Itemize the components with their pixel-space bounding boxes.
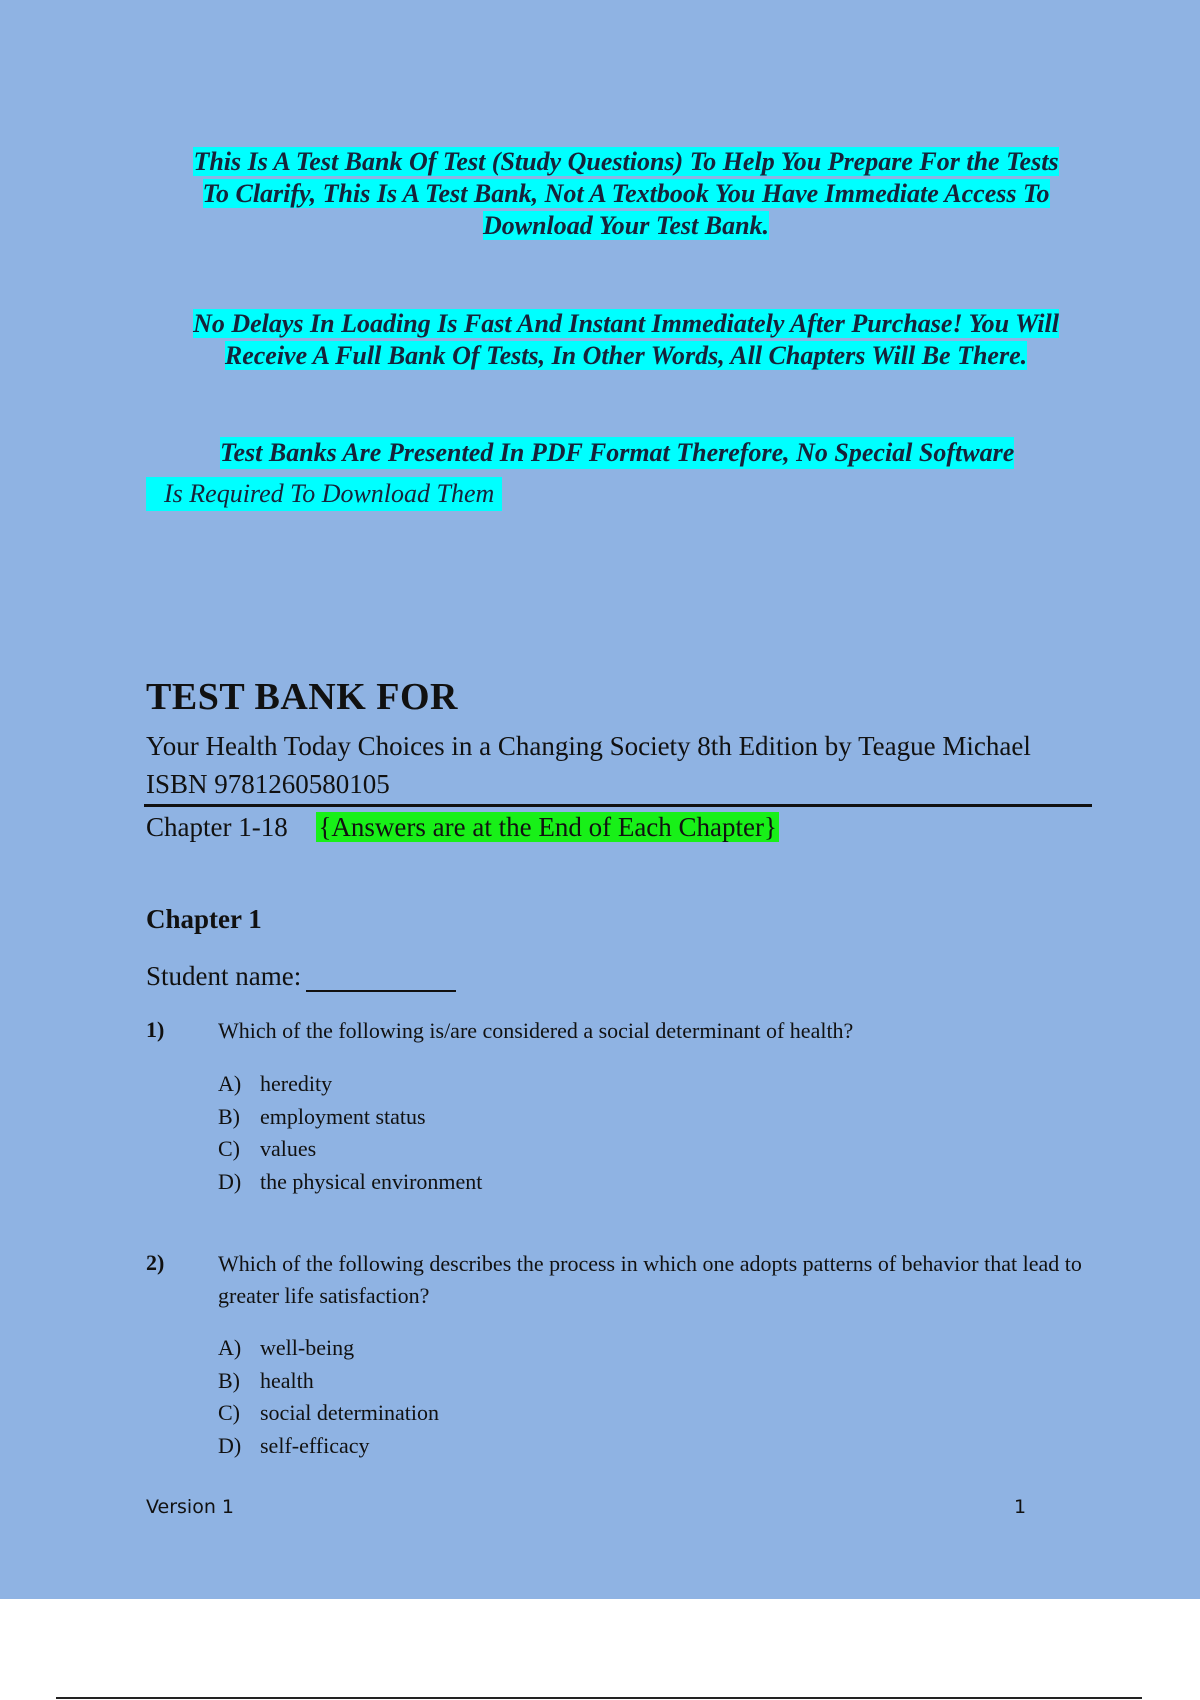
option-text: well-being bbox=[260, 1335, 355, 1360]
option-text: social determination bbox=[260, 1400, 439, 1425]
question-text: Which of the following is/are considered a social determinant of health? bbox=[218, 1018, 854, 1043]
footer-version: Version 1 bbox=[146, 1496, 234, 1518]
book-title-line: Your Health Today Choices in a Changing Society 8th Edition by Teague Michael bbox=[146, 731, 1031, 761]
question-text: Which of the following describes the process in which one adopts patterns of behavior that lead to greater life satisfaction? bbox=[218, 1251, 1082, 1308]
promo-block-2 bbox=[146, 308, 1106, 372]
page-number: 1 bbox=[1014, 1496, 1027, 1518]
header-divider bbox=[144, 804, 1092, 807]
option-letter: D) bbox=[218, 1432, 242, 1458]
bottom-divider bbox=[56, 1697, 1142, 1699]
option-letter: A) bbox=[218, 1071, 242, 1096]
option-text: heredity bbox=[260, 1071, 333, 1096]
question-number: 1) bbox=[146, 1017, 165, 1042]
option-letter: C) bbox=[218, 1136, 240, 1161]
answer-option bbox=[218, 1068, 482, 1101]
student-name-label: Student name: bbox=[146, 961, 302, 991]
option-text: self-efficacy bbox=[260, 1432, 370, 1458]
answer-option bbox=[218, 1430, 439, 1463]
option-text: employment status bbox=[260, 1103, 426, 1129]
option-letter: D) bbox=[218, 1168, 242, 1194]
book-info bbox=[146, 727, 1106, 803]
isbn-line: ISBN 9781260580105 bbox=[146, 769, 390, 799]
document-title: TEST BANK FOR bbox=[146, 676, 458, 718]
answer-options bbox=[218, 1332, 439, 1462]
option-letter: C) bbox=[218, 1400, 240, 1425]
answer-option bbox=[218, 1365, 439, 1398]
answer-option bbox=[218, 1101, 482, 1134]
promo-line: To Clarify, This Is A Test Bank, Not A Textbook You Have Immediate Access To Download Your Test Bank. bbox=[202, 179, 1050, 240]
option-text: the physical environment bbox=[260, 1168, 483, 1194]
answer-option bbox=[218, 1133, 482, 1166]
chapter-heading: Chapter 1 bbox=[146, 904, 262, 934]
answer-option bbox=[218, 1332, 439, 1365]
answers-note: {Answers are at the End of Each Chapter} bbox=[318, 812, 777, 842]
answer-option bbox=[218, 1166, 482, 1199]
option-letter: B) bbox=[218, 1367, 240, 1393]
promo-line: This Is A Test Bank Of Test (Study Questions) To Help You Prepare For the Tests bbox=[193, 147, 1059, 176]
answer-option bbox=[218, 1397, 439, 1430]
student-name-field[interactable] bbox=[306, 990, 456, 992]
promo-line: Is Required To Download Them bbox=[146, 477, 502, 511]
promo-line: No Delays In Loading Is Fast And Instant Immediately After Purchase! You Will bbox=[193, 309, 1059, 338]
answer-options bbox=[218, 1068, 482, 1198]
option-letter: A) bbox=[218, 1335, 242, 1360]
chapter-range-line bbox=[146, 809, 779, 845]
promo-line: Test Banks Are Presented In PDF Format Therefore, No Special Software bbox=[220, 438, 1015, 467]
option-letter: B) bbox=[218, 1103, 240, 1129]
promo-block-1 bbox=[146, 146, 1106, 242]
chapter-range: Chapter 1-18 bbox=[146, 812, 288, 842]
option-text: values bbox=[260, 1136, 317, 1161]
question-number: 2) bbox=[146, 1250, 165, 1275]
option-text: health bbox=[260, 1367, 314, 1393]
promo-line: Receive A Full Bank Of Tests, In Other Words, All Chapters Will Be There. bbox=[224, 341, 1028, 370]
